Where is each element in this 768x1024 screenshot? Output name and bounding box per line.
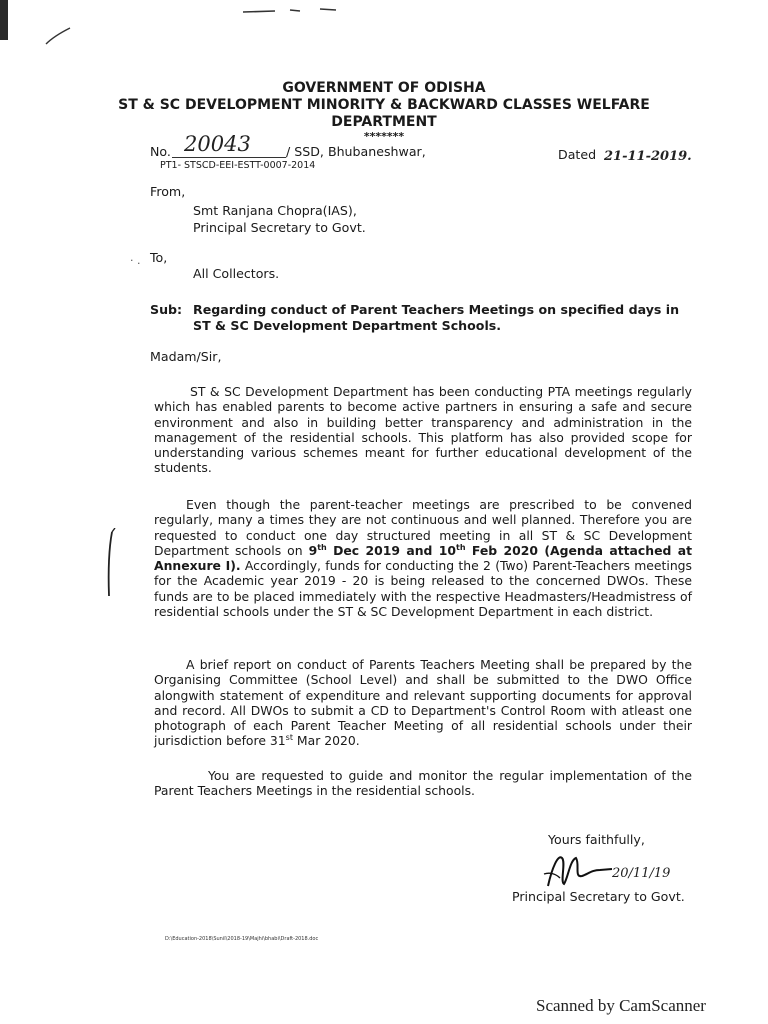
closing-designation: Principal Secretary to Govt. <box>512 889 685 904</box>
paragraph-2 <box>154 497 692 619</box>
signature-date: 20/11/19 <box>612 866 671 881</box>
paragraph-3-text: A brief report on conduct of Parents Teachers Meeting shall be prepared by the Organising Committee (School Level) and shall be submitted to the DWO Office alongwith statement of expenditure and relevant supporting documents for approval and record. All DWOs to submit a CD to Department's Control Room with atleast one photograph of each Parent Teacher Meeting of all residential schools under their jurisdiction before 31st Mar 2020. <box>154 657 692 749</box>
letter-no-label: No. <box>150 144 171 159</box>
paragraph-1 <box>154 384 692 476</box>
paragraph-2-rest: Accordingly, funds for conducting the 2 (Two) Parent-Teachers meetings for the Academic year 2019 - 20 is being released to the concerned DWOs. These funds are to be placed immediately with the respective Headmasters/Headmistress of residential schools under the ST & SC Development Department in each district. <box>154 558 693 620</box>
closing-yours: Yours faithfully, <box>548 832 645 847</box>
paragraph-2-dates: 9th Dec 2019 and 10th Feb 2020 (Agenda attached at Annexure I). <box>154 542 692 574</box>
paragraph-4 <box>154 768 692 799</box>
letter-no-underline <box>172 157 286 158</box>
dated-label: Dated <box>558 147 597 162</box>
to-label: To, <box>150 250 168 265</box>
header-department: ST & SC DEVELOPMENT MINORITY & BACKWARD CLASSES WELFARE <box>118 97 650 113</box>
margin-bracket-mark <box>100 528 122 600</box>
header-stars: ******* <box>363 130 405 143</box>
letter-no-handwritten: 20043 <box>184 132 251 156</box>
paragraph-2-text <box>154 497 692 619</box>
paragraph-3 <box>154 657 692 749</box>
to-dots: · . <box>130 254 141 267</box>
from-label: From, <box>150 184 186 199</box>
paragraph-2-intro: Even though the parent-teacher meetings are prescribed to be convened regularly, many a times they are not continuous and well planned. Therefore you are requested to conduct one day structured meeting in all ST & SC Development Department schools on <box>154 497 692 558</box>
letter-no-suffix: / SSD, Bhubaneshwar, <box>286 144 426 159</box>
subject-line-2: ST & SC Development Department Schools. <box>193 318 502 333</box>
salutation: Madam/Sir, <box>150 349 222 364</box>
dated-value: 21-11-2019. <box>604 149 692 164</box>
paragraph-4-text: You are requested to guide and monitor the regular implementation of the Parent Teachers Meetings in the residential schools. <box>154 768 692 799</box>
subject-line-1: Regarding conduct of Parent Teachers Meetings on specified days in <box>193 302 680 317</box>
subject-label: Sub: <box>150 302 183 317</box>
header-government: GOVERNMENT OF ODISHA <box>282 80 486 96</box>
file-path-footer: D:\Education-2018\Sunil\2018-19\Majhi\bhabi\Draft-2018.doc <box>165 936 319 942</box>
from-name: Smt Ranjana Chopra(IAS), <box>193 203 357 218</box>
paragraph-1-text: ST & SC Development Department has been conducting PTA meetings regularly which has enabled parents to become active partners in ensuring a safe and secure environment and also in building better transparency and administration in the management of the residential schools. This platform has also provided scope for understanding various schemes meant for further educational development of the students. <box>154 384 692 476</box>
header-department-cont: DEPARTMENT <box>331 114 437 130</box>
file-code: PT1- STSCD-EEI-ESTT-0007-2014 <box>160 160 316 171</box>
to-recipient: All Collectors. <box>193 266 280 281</box>
top-scan-marks <box>0 0 768 60</box>
from-designation: Principal Secretary to Govt. <box>193 220 366 235</box>
scanner-watermark: Scanned by CamScanner <box>536 996 706 1015</box>
